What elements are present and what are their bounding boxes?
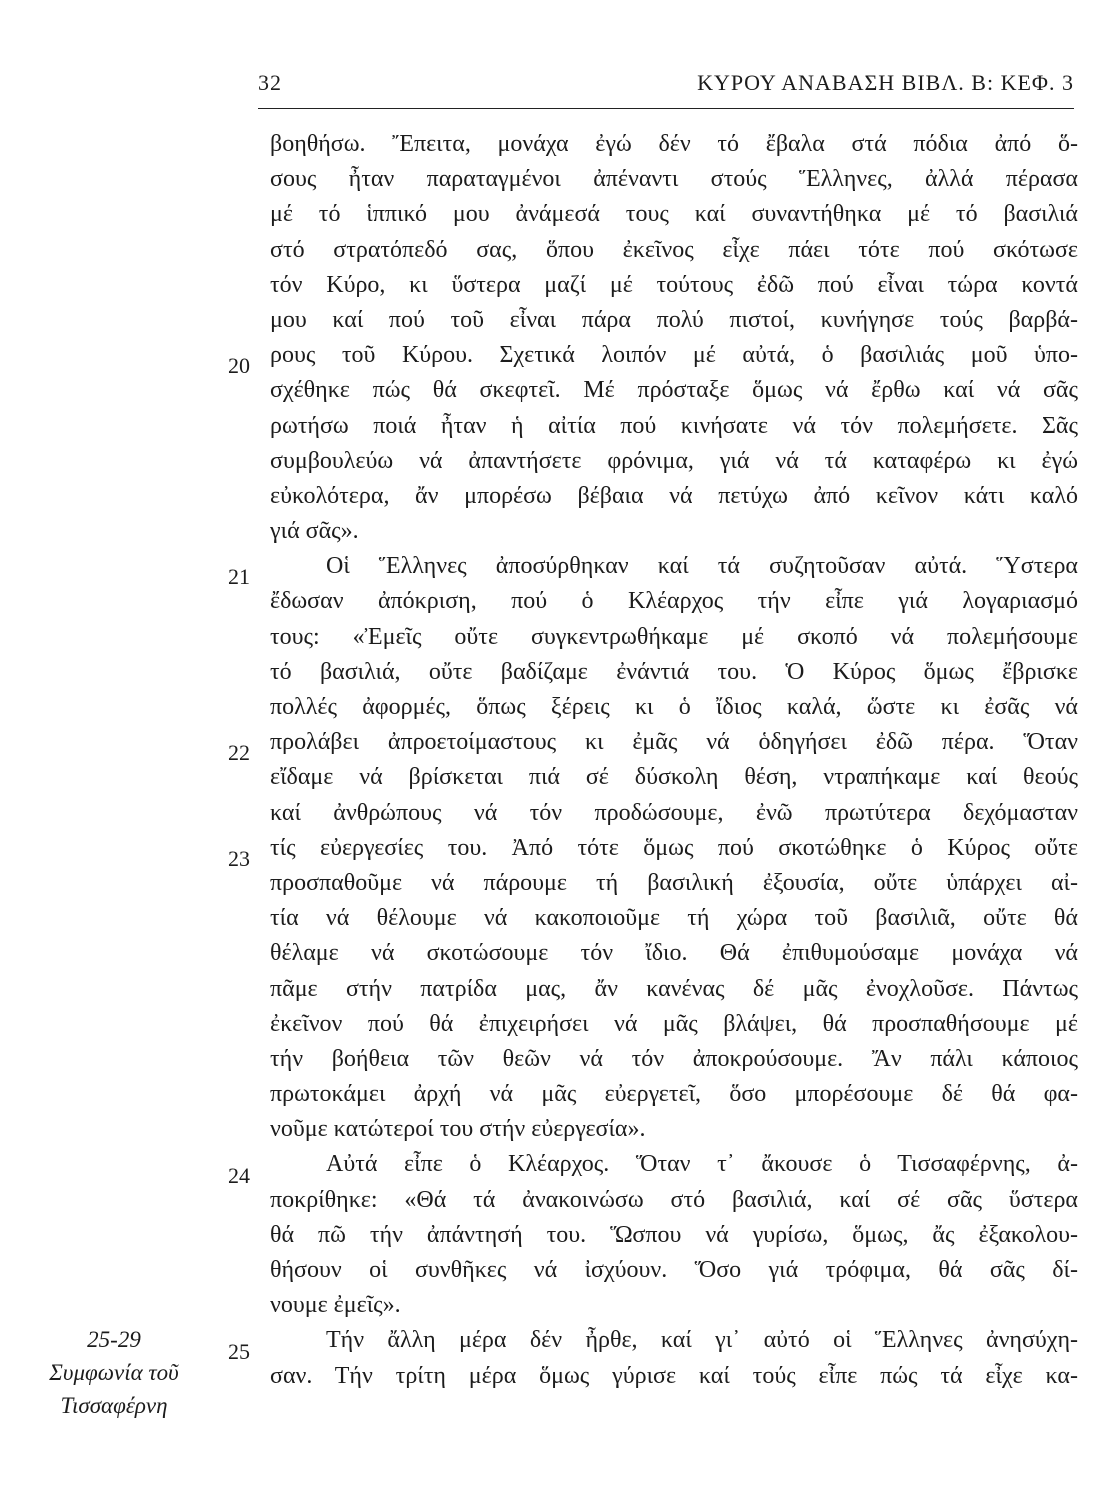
text-line: ρους τοῦ Κύρου. Σχετικά λοιπόν μέ αὐτά, ὁ βασιλιάς μοῦ ὑπο- xyxy=(270,342,1078,369)
text-line: ποκρίθηκε: «Θά τά ἀνακοινώσω στό βασιλιά, καί σέ σᾶς ὕστερα xyxy=(270,1186,1078,1213)
margin-note-line1: Συμφωνία τοῦ xyxy=(49,1360,179,1385)
text-line: σαν. Τήν τρίτη μέρα ὅμως γύρισε καί τούς εἶπε πώς τά εἶχε κα- xyxy=(270,1362,1078,1389)
text-line: τίς εὐεργεσίες του. Ἀπό τότε ὅμως πού σκοτώθηκε ὁ Κύρος οὔτε xyxy=(270,834,1078,861)
text-line: σους ἦταν παραταγμένοι ἀπέναντι στούς Ἕλληνες, ἀλλά πέρασα xyxy=(270,166,1078,193)
text-line: τους: «Ἐμεῖς οὔτε συγκεντρωθήκαμε μέ σκοπό νά πολεμήσουμε xyxy=(270,623,1078,650)
running-title: ΚΥΡΟΥ ΑΝΑΒΑΣΗ ΒΙΒΛ. Β: ΚΕΦ. 3 xyxy=(697,70,1074,95)
text-line: μέ τό ἱππικό μου ἀνάμεσά τους καί συναντήθηκα μέ τό βασιλιά xyxy=(270,201,1078,228)
text-line: βοηθήσω. Ἔπειτα, μονάχα ἐγώ δέν τό ἔβαλα στά πόδια ἀπό ὅ- xyxy=(270,131,1078,157)
text-line: σχέθηκε πώς θά σκεφτεῖ. Μέ πρόσταξε ὅμως νά ἔρθω καί νά σᾶς xyxy=(270,377,1078,404)
text-line: θέλαμε νά σκοτώσουμε τόν ἴδιο. Θά ἐπιθυμούσαμε μονάχα νά xyxy=(270,940,1078,967)
text-line: γιά σᾶς». xyxy=(270,518,359,545)
text-line: εὐκολότερα, ἄν μπορέσω βέβαια νά πετύχω ἀπό κεῖνον κάτι καλό xyxy=(270,482,1078,509)
text-line: θήσουν οἱ συνθῆκες νά ἰσχύουν. Ὅσο γιά τρόφιμα, θά σᾶς δί- xyxy=(270,1257,1078,1283)
text-line: εἴδαμε νά βρίσκεται πιά σέ δύσκολη θέση, ντραπήκαμε καί θεούς xyxy=(270,764,1078,791)
text-line: πᾶμε στήν πατρίδα μας, ἄν κανένας δέ μᾶς ἐνοχλοῦσε. Πάντως xyxy=(270,975,1078,1002)
header-rule xyxy=(258,108,1074,109)
text-line: νοῦμε κατώτεροί του στήν εὐεργεσία». xyxy=(270,1116,646,1143)
text-line: τόν Κύρο, κι ὕστερα μαζί μέ τούτους ἐδῶ πού εἶναι τώρα κοντά xyxy=(270,271,1078,298)
page-header xyxy=(258,70,1074,104)
text-line: τήν βοήθεια τῶν θεῶν νά τόν ἀποκρούσουμε. Ἄν πάλι κάποιος xyxy=(270,1045,1078,1072)
text-line: Οἱ Ἕλληνες ἀποσύρθηκαν καί τά συζητοῦσαν αὐτά. Ὕστερα xyxy=(326,553,1078,580)
text-line: Αὐτά εἶπε ὁ Κλέαρχος. Ὅταν τ᾿ ἄκουσε ὁ Τισσαφέρνης, ἀ- xyxy=(326,1151,1078,1178)
text-line: Τήν ἄλλη μέρα δέν ἦρθε, καί γι᾿ αὐτό οἱ Ἕλληνες ἀνησύχη- xyxy=(326,1327,1078,1354)
text-line: προλάβει ἀπροετοίμαστους κι ἐμᾶς νά ὁδηγήσει ἐδῶ πέρα. Ὅταν xyxy=(270,729,1078,756)
text-line: καί ἀνθρώπους νά τόν προδώσουμε, ἐνῶ πρωτύτερα δεχόμασταν xyxy=(270,799,1078,826)
section-number: 25 xyxy=(228,1339,250,1364)
section-number: 20 xyxy=(228,353,250,378)
margin-note-line2: Τισσαφέρνη xyxy=(60,1393,168,1418)
text-line: πρωτοκάμει ἀρχή νά μᾶς εὐεργετεῖ, ὅσο μπορέσουμε δέ θά φα- xyxy=(270,1081,1078,1108)
section-number: 24 xyxy=(228,1163,250,1188)
margin-note-range: 25-29 xyxy=(87,1327,141,1352)
text-line: ἐκεῖνον πού θά ἐπιχειρήσει νά μᾶς βλάψει, θά προσπαθήσουμε μέ xyxy=(270,1010,1078,1037)
section-number: 22 xyxy=(228,740,250,765)
text-line: προσπαθοῦμε νά πάρουμε τή βασιλική ἐξουσία, οὔτε ὑπάρχει αἰ- xyxy=(270,869,1078,896)
margin-note xyxy=(14,1323,214,1422)
text-line: πολλές ἀφορμές, ὅπως ξέρεις κι ὁ ἴδιος καλά, ὥστε κι ἐσᾶς νά xyxy=(270,694,1078,720)
section-number: 21 xyxy=(228,564,250,589)
text-line: στό στρατόπεδό σας, ὅπου ἐκεῖνος εἶχε πάει τότε πού σκότωσε xyxy=(270,236,1078,263)
text-line: μου καί πού τοῦ εἶναι πάρα πολύ πιστοί, κυνήγησε τούς βαρβά- xyxy=(270,306,1078,333)
text-line: τό βασιλιά, οὔτε βαδίζαμε ἐνάντιά του. Ὁ Κύρος ὅμως ἔβρισκε xyxy=(270,658,1078,685)
text-line: τία νά θέλουμε νά κακοποιοῦμε τή χώρα τοῦ βασιλιᾶ, οὔτε θά xyxy=(270,905,1078,932)
text-line: νουμε ἐμεῖς». xyxy=(270,1292,401,1319)
text-line: ρωτήσω ποιά ἦταν ἡ αἰτία πού κινήσατε νά τόν πολεμήσετε. Σᾶς xyxy=(270,412,1078,439)
page-number: 32 xyxy=(258,70,282,95)
body-text xyxy=(270,127,1078,1394)
text-line: θά πῶ τήν ἀπάντησή του. Ὥσπου νά γυρίσω, ὅμως, ἄς ἐξακολου- xyxy=(270,1221,1078,1248)
text-line: ἔδωσαν ἀπόκριση, πού ὁ Κλέαρχος τήν εἶπε γιά λογαριασμό xyxy=(270,588,1078,615)
section-number: 23 xyxy=(228,846,250,871)
text-line: συμβουλεύω νά ἀπαντήσετε φρόνιμα, γιά νά τά καταφέρω κι ἐγώ xyxy=(270,447,1078,474)
